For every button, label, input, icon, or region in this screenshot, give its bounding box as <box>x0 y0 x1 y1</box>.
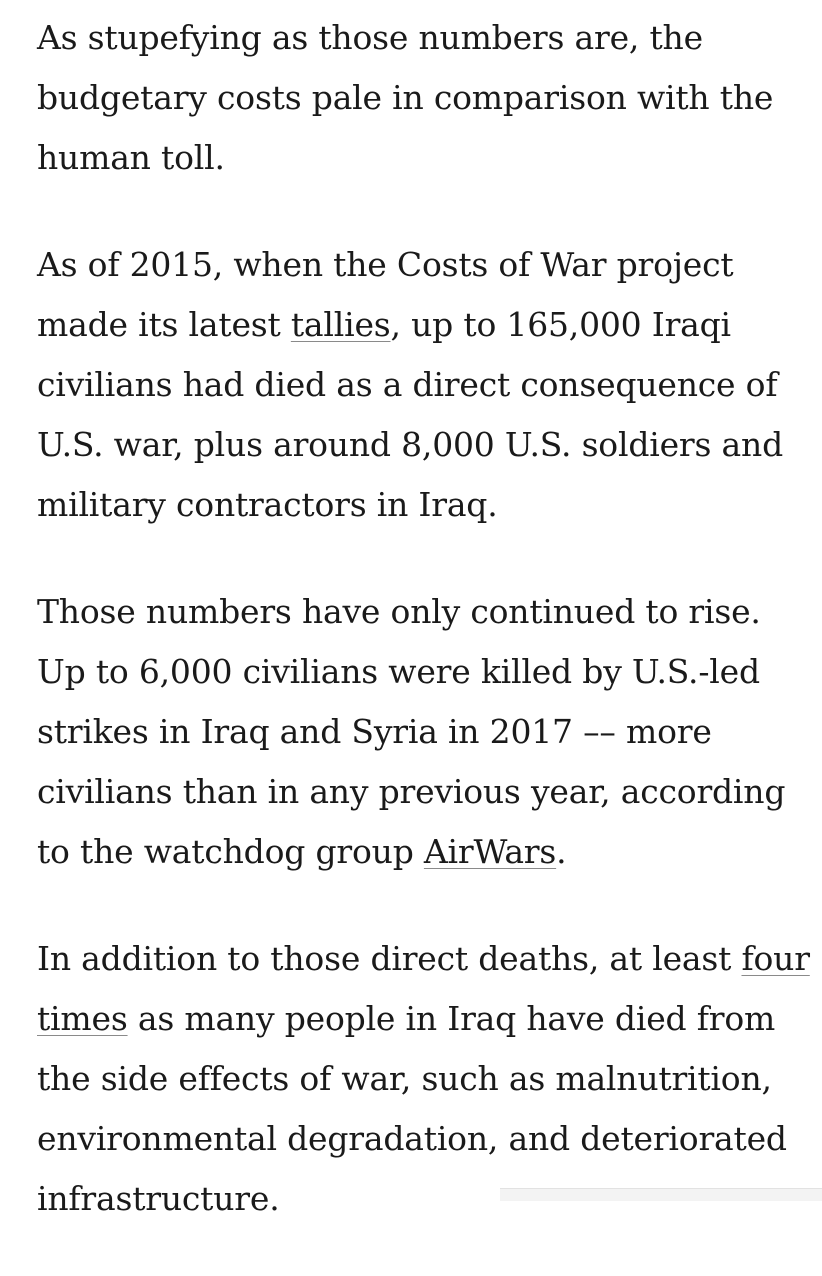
bottom-bar-edge <box>500 1188 822 1201</box>
paragraph-text: . <box>556 832 567 871</box>
paragraph-airwars <box>37 582 812 882</box>
paragraph-text: As of 2015, when the Costs of War project made its latest <box>37 245 734 344</box>
tallies-link[interactable]: tallies <box>290 305 391 344</box>
article-body <box>37 8 812 1276</box>
paragraph-text: , up to 165,000 Iraqi civilians had died as a direct consequence of U.S. war, plus around 8,000 U.S. soldiers and military contractors in Iraq. <box>37 305 783 524</box>
paragraph-text: as many people in Iraq have died from the side effects of war, such as malnutrition, environmental degradation, and deteriorated infrastructure. <box>37 999 787 1218</box>
paragraph-costs-of-war <box>37 235 812 535</box>
paragraph-text: In addition to those direct deaths, at least <box>37 939 742 978</box>
airwars-link[interactable]: AirWars <box>423 832 557 871</box>
paragraph-human-toll: As stupefying as those numbers are, the budgetary costs pale in comparison with the human toll. <box>37 18 774 177</box>
four-times-link[interactable]: four times <box>37 939 810 1038</box>
paragraph-indirect-deaths <box>37 929 812 1229</box>
paragraph-text: Those numbers have only continued to rise. Up to 6,000 civilians were killed by U.S.-led strikes in Iraq and Syria in 2017 –– more civilians than in any previous year, according to the watchdog group <box>37 592 786 871</box>
